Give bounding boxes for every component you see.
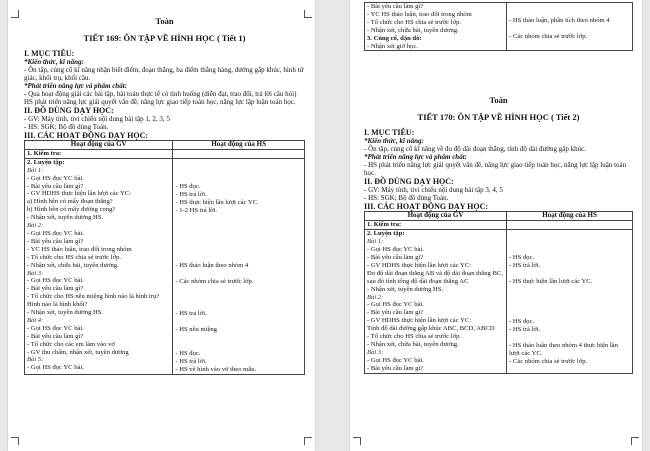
spacer	[509, 270, 630, 278]
student-cell	[507, 3, 633, 51]
cell-line: Bài 2:	[367, 293, 384, 301]
cell-line: - HS thực hiện lần lượt các YC.	[175, 198, 259, 206]
crop-mark	[631, 437, 639, 445]
cell-line: - HS vẽ hình vào vở theo mẫu.	[175, 365, 257, 373]
section-materials: II. ĐỒ DÙNG DẠY HỌC:	[24, 106, 114, 115]
spacer	[175, 159, 302, 183]
section-activities: III. CÁC HOẠT ĐỘNG DẠY HỌC:	[24, 131, 149, 140]
spacer	[175, 270, 302, 278]
cell-line: 1. Kiểm tra:	[27, 149, 62, 157]
crop-mark	[353, 437, 361, 445]
spacer	[175, 334, 302, 350]
cell-line: - YC HS thảo luận, trao đổi trong nhóm	[367, 10, 472, 18]
student-cell	[507, 221, 633, 230]
cell-line: - Bài yêu cầu làm gì?	[27, 182, 84, 190]
teacher-cell	[25, 149, 173, 158]
lesson-title: TIẾT 170: ÔN TẬP VỀ HÌNH HỌC ( Tiết 2)	[417, 112, 580, 123]
cell-line: - Bài yêu cầu làm gì?	[367, 253, 424, 261]
subsection-competence: *Phát triển năng lực và phẩm chất:	[364, 153, 467, 162]
spacer	[509, 25, 630, 33]
continued-table	[364, 2, 633, 51]
cell-line: - HS đọc.	[509, 254, 535, 262]
student-cell	[507, 230, 633, 373]
cell-line: Bài 5:	[27, 356, 44, 364]
student-cell	[173, 158, 305, 374]
cell-line: 2. Luyện tập:	[27, 158, 65, 166]
student-cell	[173, 149, 305, 158]
crop-mark	[11, 10, 19, 18]
table-row	[365, 3, 633, 51]
cell-line: - HS thảo luận, phân tích theo nhóm 4	[509, 17, 610, 24]
materials-hs: - HS: SGK; Bộ đồ dùng Toán.	[364, 194, 449, 203]
spacer	[175, 214, 302, 262]
cell-line: - Nhận xét, tuyên dương HS.	[27, 214, 104, 222]
cell-line: - HS thảo luận theo nhóm 4 thực hiện lần lượt các YC.	[509, 341, 618, 357]
author-name: Toàn	[155, 16, 174, 26]
cell-line: - Nhận xét, tuyên dương HS.	[27, 309, 104, 317]
cell-line: Bài 3:	[367, 348, 384, 356]
crop-mark	[11, 437, 19, 445]
cell-line: - Tổ chức cho HS chia sẻ trước lớp.	[367, 18, 462, 26]
table-header-row	[365, 212, 633, 221]
competence-text: - HS phát triển năng lực giải quyết vấn đề, năng lực giao tiếp toán học, năng lực lập luận toán học.	[364, 161, 627, 178]
cell-line: - Tổ chức cho HS chia sẻ trước lớp.	[27, 253, 122, 261]
cell-line: - GV HDHS thực hiện lần lượt các YC:	[367, 317, 472, 325]
knowledge-text: - Ôn tập, củng cố kĩ năng về đo độ dài đoạn thẳng, tính độ dài đường gấp khúc.	[364, 145, 586, 154]
document-page-left	[8, 0, 315, 451]
teacher-cell	[25, 158, 173, 374]
cell-line: - HS đọc.	[509, 317, 535, 325]
cell-line: - Gọi HS đọc YC bài.	[367, 301, 424, 309]
spacer	[175, 286, 302, 310]
cell-line: Tính độ dài đường gấp khúc ABC, BCD, ABCD	[367, 325, 495, 333]
cell-line: - Gọi HS đọc YC bài.	[27, 324, 84, 332]
cell-line: Đo độ dài đoạn thẳng AB và độ dài đoạn thẳng BC, sau đó tính tổng độ dài đoạn thẳng AC	[367, 269, 503, 285]
cell-line: - Tổ chức cho HS nêu miệng hình nào là hình trụ? Hình nào là hình khối?	[27, 293, 160, 309]
activities-table	[24, 140, 305, 375]
lesson-title: TIẾT 169: ÔN TẬP VỀ HÌNH HỌC ( Tiết 1)	[83, 33, 246, 43]
header-student: Hoạt động của HS	[173, 141, 305, 150]
author-name: Toàn	[489, 95, 508, 106]
cell-line: - HS đọc.	[175, 182, 201, 190]
section-materials: II. ĐỒ DÙNG DẠY HỌC:	[364, 177, 454, 187]
cell-line: - Gọi HS đọc YC bài.	[27, 174, 84, 182]
cell-line: - GV HDHS thực hiện lần lượt các YC:	[367, 261, 472, 269]
spacer	[175, 318, 302, 326]
cell-line: - Các nhóm chia sẻ trước lớp.	[509, 32, 588, 40]
activities-table	[364, 211, 633, 373]
teacher-cell	[365, 221, 507, 230]
cell-line: - Gọi HS đọc YC bài.	[27, 364, 84, 372]
table-row	[25, 158, 305, 374]
cell-line: - HS trả lời.	[509, 325, 541, 333]
cell-line: - Nhận xét, tuyên dương HS.	[367, 285, 444, 293]
cell-line: - Gọi HS đọc YC bài.	[27, 229, 84, 237]
cell-line: - Nhận xét, chữa bài, tuyên dương.	[367, 340, 459, 348]
cell-line: Bài 4:	[27, 316, 44, 324]
teacher-cell	[365, 230, 507, 373]
cell-line: - Các nhóm chia sẻ trước lớp.	[175, 278, 254, 286]
cell-line: - Gọi HS đọc YC bài.	[367, 356, 424, 364]
cell-line: - Tổ chức cho HS chia sẻ trước lớp.	[367, 333, 462, 341]
cell-line: Bài 1:	[367, 238, 384, 246]
subsection-knowledge: *Kiến thức, kĩ năng:	[24, 58, 84, 66]
table-row	[365, 230, 633, 373]
section-objectives: I. MỤC TIÊU:	[24, 49, 75, 58]
table-header-row	[25, 141, 305, 150]
cell-line: - Nhận xét, chữa bài, tuyên dương.	[27, 261, 119, 269]
materials-gv: - GV: Máy tính, tivi chiếu nội dung bài tập 1, 2, 3, 5	[24, 115, 170, 123]
table-row	[365, 221, 633, 230]
cell-line: b) Hình bên có mấy đường cong?	[27, 206, 116, 214]
header-teacher: Hoạt động của GV	[25, 141, 173, 150]
cell-line: - HS trả lời.	[175, 310, 207, 318]
cell-line: - Bài yêu cầu làm gì?	[367, 309, 424, 317]
cell-line: Bài 2:	[27, 222, 44, 230]
cell-line: - HS nêu miệng	[175, 326, 217, 334]
cell-line: - Bài yêu cầu làm gì?	[27, 285, 84, 293]
crop-mark	[304, 10, 312, 18]
subsection-knowledge: *Kiến thức, kĩ năng:	[364, 137, 424, 146]
cell-line: - YC HS thảo luận, trao đổi trong nhóm	[27, 245, 132, 253]
cell-line: Bài 1:	[27, 166, 44, 174]
cell-line: - Nhận xét, chữa bài, tuyên dương.	[367, 26, 459, 34]
cell-line: - GV thu chấm, nhận xét, tuyên dương	[27, 348, 129, 356]
cell-line: - HS trả lời.	[175, 190, 207, 198]
cell-line: a) Hình bên có mấy đoạn thẳng?	[27, 198, 113, 206]
header-teacher: Hoạt động của GV	[365, 212, 507, 221]
cell-line: - Gọi HS đọc YC bài.	[367, 246, 424, 254]
cell-line: Bài 3:	[27, 269, 44, 277]
crop-mark	[304, 437, 312, 445]
cell-line: 1. Kiểm tra:	[367, 221, 402, 229]
subsection-competence: *Phát triển năng lực và phẩm chất:	[24, 82, 127, 90]
cell-line: 3. Củng cố, dặn dò:	[367, 34, 422, 42]
cell-line: - Gọi HS đọc YC bài.	[27, 277, 84, 285]
table-row	[25, 149, 305, 158]
teacher-cell	[365, 3, 507, 51]
cell-line: - Bài yêu cầu làm gì?	[27, 237, 84, 245]
knowledge-text: - Ôn tập, củng cố kĩ năng nhận biết điểm, đoạn thẳng, ba điểm thẳng hàng, đường gấp khúc, hình tứ giác, khối trụ, khối cầu.	[24, 66, 304, 82]
cell-line: - HS trả lời.	[509, 262, 541, 270]
spacer	[509, 334, 630, 342]
cell-line: - Tổ chức cho các em làm vào vở	[27, 340, 115, 348]
header-student: Hoạt động của HS	[507, 212, 633, 221]
competence-text: - Qua hoạt động giải các bài tập, bài toán thực tế có tình huống (diễn đạt, trao đổi, trả lời câu hỏi) HS phát triển năng lực giải quyết vấn đề, năng lực giao tiếp toán học, năng lực lập luận toán học.	[24, 90, 297, 106]
cell-line: - Bài yêu cầu làm gì?	[367, 3, 424, 10]
cell-line: 2. Luyện tập:	[367, 230, 405, 238]
spacer	[509, 230, 630, 254]
spacer	[509, 3, 630, 17]
cell-line: - HS thực hiện lần lượt các YC.	[509, 278, 593, 286]
cell-line: - Các nhóm chia sẻ trước lớp.	[509, 357, 588, 365]
document-page-right	[350, 0, 642, 451]
cell-line: - Bài yêu cầu làm gì?	[367, 364, 424, 372]
section-activities: III. CÁC HOẠT ĐỘNG DẠY HỌC:	[364, 202, 489, 212]
cell-line: - Bài yêu cầu làm gì?	[27, 332, 84, 340]
cell-line: - GV HDHS thực hiện lần lượt các YC:	[27, 190, 132, 198]
cell-line: - HS trả lời.	[175, 357, 207, 365]
section-objectives: I. MỤC TIÊU:	[364, 128, 415, 138]
cell-line: - HS đọc.	[175, 350, 201, 358]
page-gap	[364, 51, 633, 95]
materials-gv: - GV: Máy tính, tivi chiếu nội dung bài tập 3, 4, 5	[364, 186, 503, 195]
cell-line: - 1-2 HS trả lời.	[175, 206, 218, 214]
cell-line: - HS thảo luận theo nhóm 4	[175, 262, 249, 270]
cell-line: - Nhận xét giờ học.	[367, 42, 418, 50]
materials-hs: - HS: SGK; Bộ đồ dùng Toán.	[24, 123, 109, 131]
spacer	[509, 286, 630, 318]
